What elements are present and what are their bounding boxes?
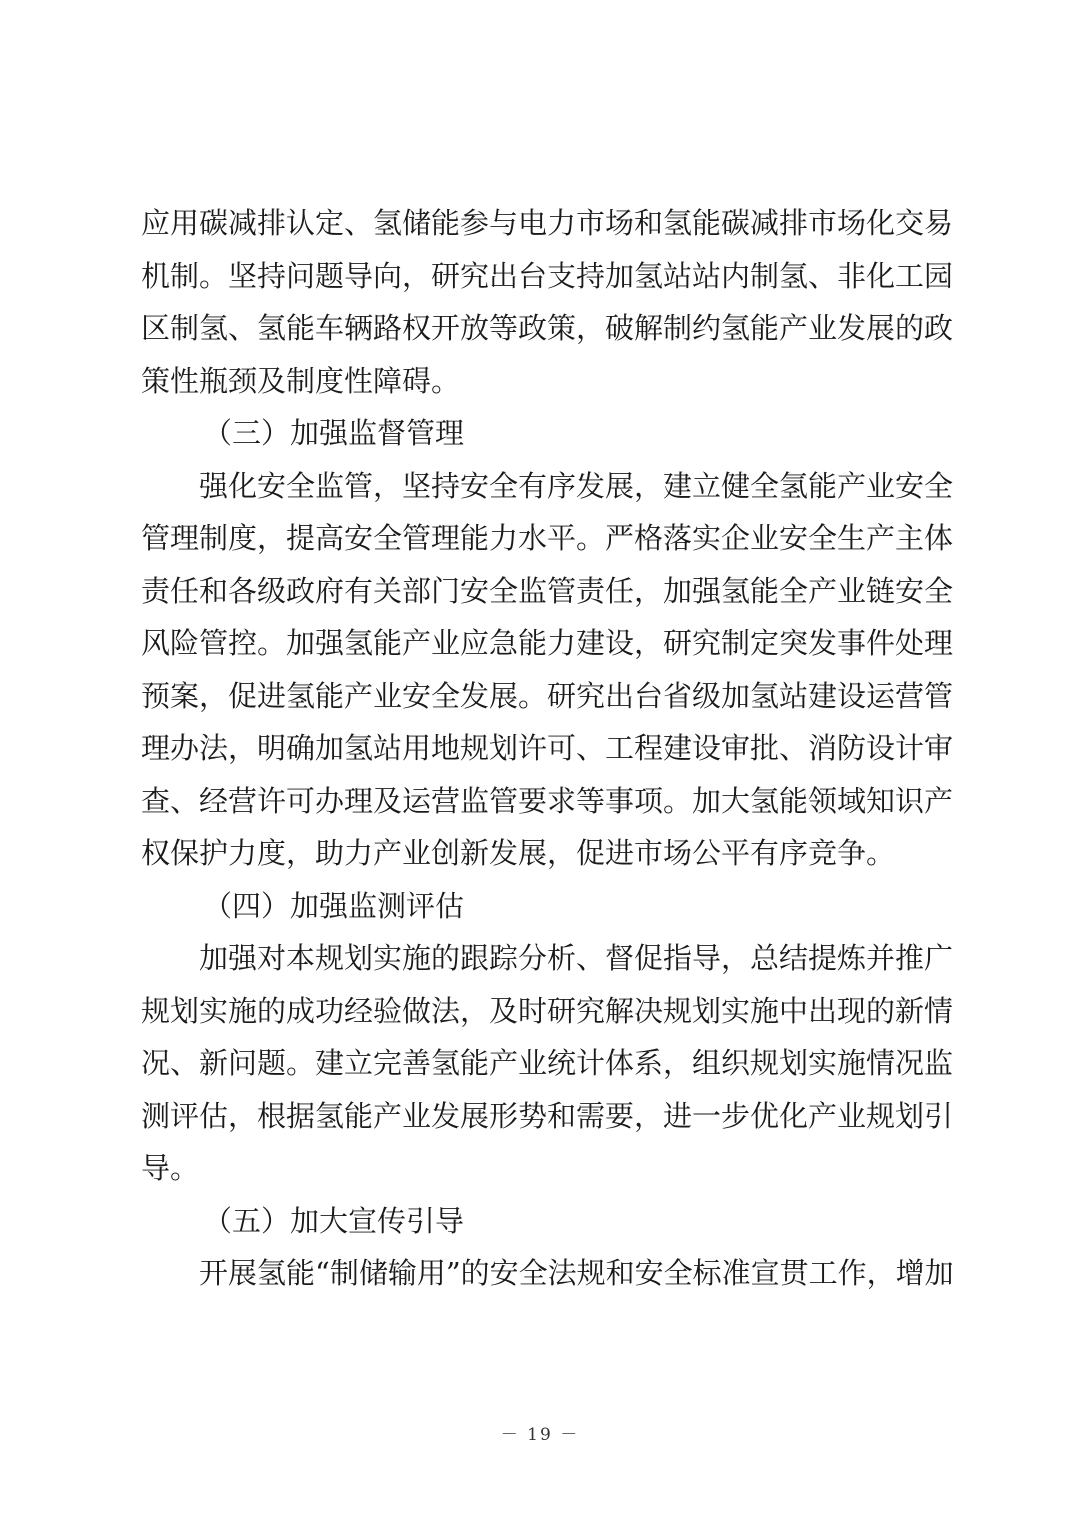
text-line: 管理制度，提高安全管理能力水平。严格落实企业安全生产主体	[141, 521, 954, 555]
text-line: 强化安全监管，坚持安全有序发展，建立健全氢能产业安全	[199, 468, 954, 503]
document-body	[141, 197, 954, 1300]
text-line: 策性瓶颈及制度性障碍。	[141, 363, 461, 398]
paragraph	[141, 932, 954, 1195]
text-line: 权保护力度，助力产业创新发展，促进市场公平有序竞争。	[141, 836, 896, 870]
section-heading: （五）加大宣传引导	[203, 1203, 465, 1238]
text-line: 查、经营许可办理及运营监管要求等事项。加大氢能领域知识产	[141, 783, 954, 818]
page-number: － 19 －	[500, 1425, 580, 1445]
text-line: 风险管控。加强氢能产业应急能力建设，研究制定突发事件处理	[141, 626, 954, 660]
paragraph	[141, 197, 954, 407]
text-line: 区制氢、氢能车辆路权开放等政策，破解制约氢能产业发展的政	[141, 311, 954, 345]
text-line: 加强对本规划实施的跟踪分析、督促指导，总结提炼并推广	[199, 941, 954, 975]
text-line: 测评估，根据氢能产业发展形势和需要，进一步优化产业规划引	[141, 1098, 954, 1133]
text-line: 理办法，明确加氢站用地规划许可、工程建设审批、消防设计审	[141, 731, 954, 765]
text-line: 规划实施的成功经验做法，及时研究解决规划实施中出现的新情	[141, 993, 954, 1028]
text-line: 开展氢能“制储输用”的安全法规和安全标准宣贯工作，增加	[199, 1256, 954, 1290]
paragraph	[141, 1247, 954, 1300]
text-line: 应用碳减排认定、氢储能参与电力市场和氢能碳减排市场化交易	[141, 206, 954, 240]
text-line: 预案，促进氢能产业安全发展。研究出台省级加氢站建设运营管	[141, 678, 954, 713]
text-line: 机制。坚持问题导向，研究出台支持加氢站站内制氢、非化工园	[141, 258, 954, 293]
paragraph	[141, 460, 954, 880]
text-line: 责任和各级政府有关部门安全监管责任，加强氢能全产业链安全	[141, 573, 954, 608]
section-heading: （三）加强监督管理	[203, 416, 465, 450]
section-heading: （四）加强监测评估	[203, 888, 465, 923]
text-line: 况、新问题。建立完善氢能产业统计体系，组织规划实施情况监	[141, 1046, 954, 1080]
text-line: 导。	[141, 1151, 200, 1185]
